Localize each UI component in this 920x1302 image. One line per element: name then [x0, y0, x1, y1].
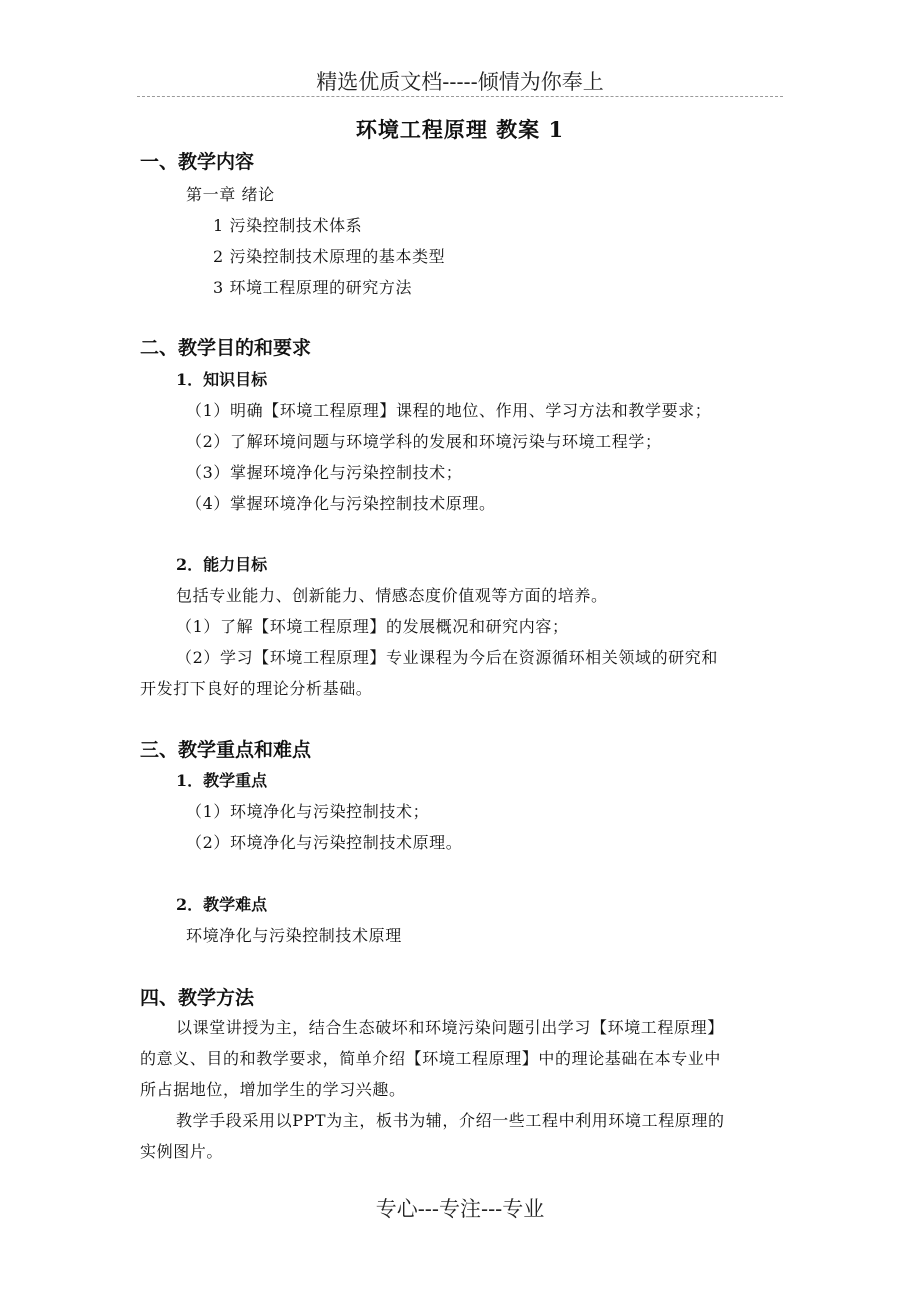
document-title: 环境工程原理 教案 1	[355, 117, 565, 142]
content-item: 2 污染控制技术原理的基本类型	[213, 247, 446, 266]
method-paragraph-line: 所占据地位，增加学生的学习兴趣。	[140, 1080, 406, 1099]
goal-item: （1）明确【环境工程原理】课程的地位、作用、学习方法和教学要求；	[186, 401, 712, 420]
goal-item: （2）了解环境问题与环境学科的发展和环境污染与环境工程学；	[186, 432, 662, 451]
goal-item: （3）掌握环境净化与污染控制技术；	[186, 463, 463, 482]
method-paragraph-line: 教学手段采用以PPT为主，板书为辅，介绍一些工程中利用环境工程原理的	[176, 1111, 725, 1130]
ability-item: （1）了解【环境工程原理】的发展概况和研究内容；	[176, 617, 569, 636]
knowledge-goal-heading: 1．知识目标	[176, 370, 268, 389]
content-item: 1 污染控制技术体系	[213, 216, 363, 235]
header-divider	[137, 96, 783, 97]
method-paragraph-line: 的意义、目的和教学要求，简单介绍【环境工程原理】中的理论基础在本专业中	[140, 1049, 722, 1068]
chapter-label: 第一章 绪论	[186, 185, 275, 204]
section-3-heading: 三、教学重点和难点	[140, 739, 312, 761]
page-footer: 专心---专注---专业	[375, 1197, 545, 1221]
section-2-heading: 二、教学目的和要求	[140, 337, 312, 359]
method-paragraph-line: 以课堂讲授为主，结合生态破坏和环境污染问题引出学习【环境工程原理】	[176, 1018, 724, 1037]
key-point-item: （2）环境净化与污染控制技术原理。	[186, 833, 463, 852]
difficult-point-text: 环境净化与污染控制技术原理	[186, 926, 402, 945]
content-item: 3 环境工程原理的研究方法	[213, 278, 413, 297]
ability-intro: 包括专业能力、创新能力、情感态度价值观等方面的培养。	[176, 586, 608, 605]
key-points-heading: 1．教学重点	[176, 771, 268, 790]
section-1-heading: 一、教学内容	[140, 151, 255, 173]
method-paragraph-line: 实例图片。	[140, 1142, 224, 1161]
ability-goal-heading: 2．能力目标	[176, 555, 268, 574]
page-header: 精选优质文档-----倾情为你奉上	[316, 70, 604, 94]
difficult-points-heading: 2．教学难点	[176, 895, 268, 914]
goal-item: （4）掌握环境净化与污染控制技术原理。	[186, 494, 496, 513]
section-4-heading: 四、教学方法	[140, 987, 255, 1009]
ability-item-continued: 开发打下良好的理论分析基础。	[140, 679, 373, 698]
key-point-item: （1）环境净化与污染控制技术；	[186, 802, 430, 821]
ability-item: （2）学习【环境工程原理】专业课程为今后在资源循环相关领域的研究和	[176, 648, 718, 667]
